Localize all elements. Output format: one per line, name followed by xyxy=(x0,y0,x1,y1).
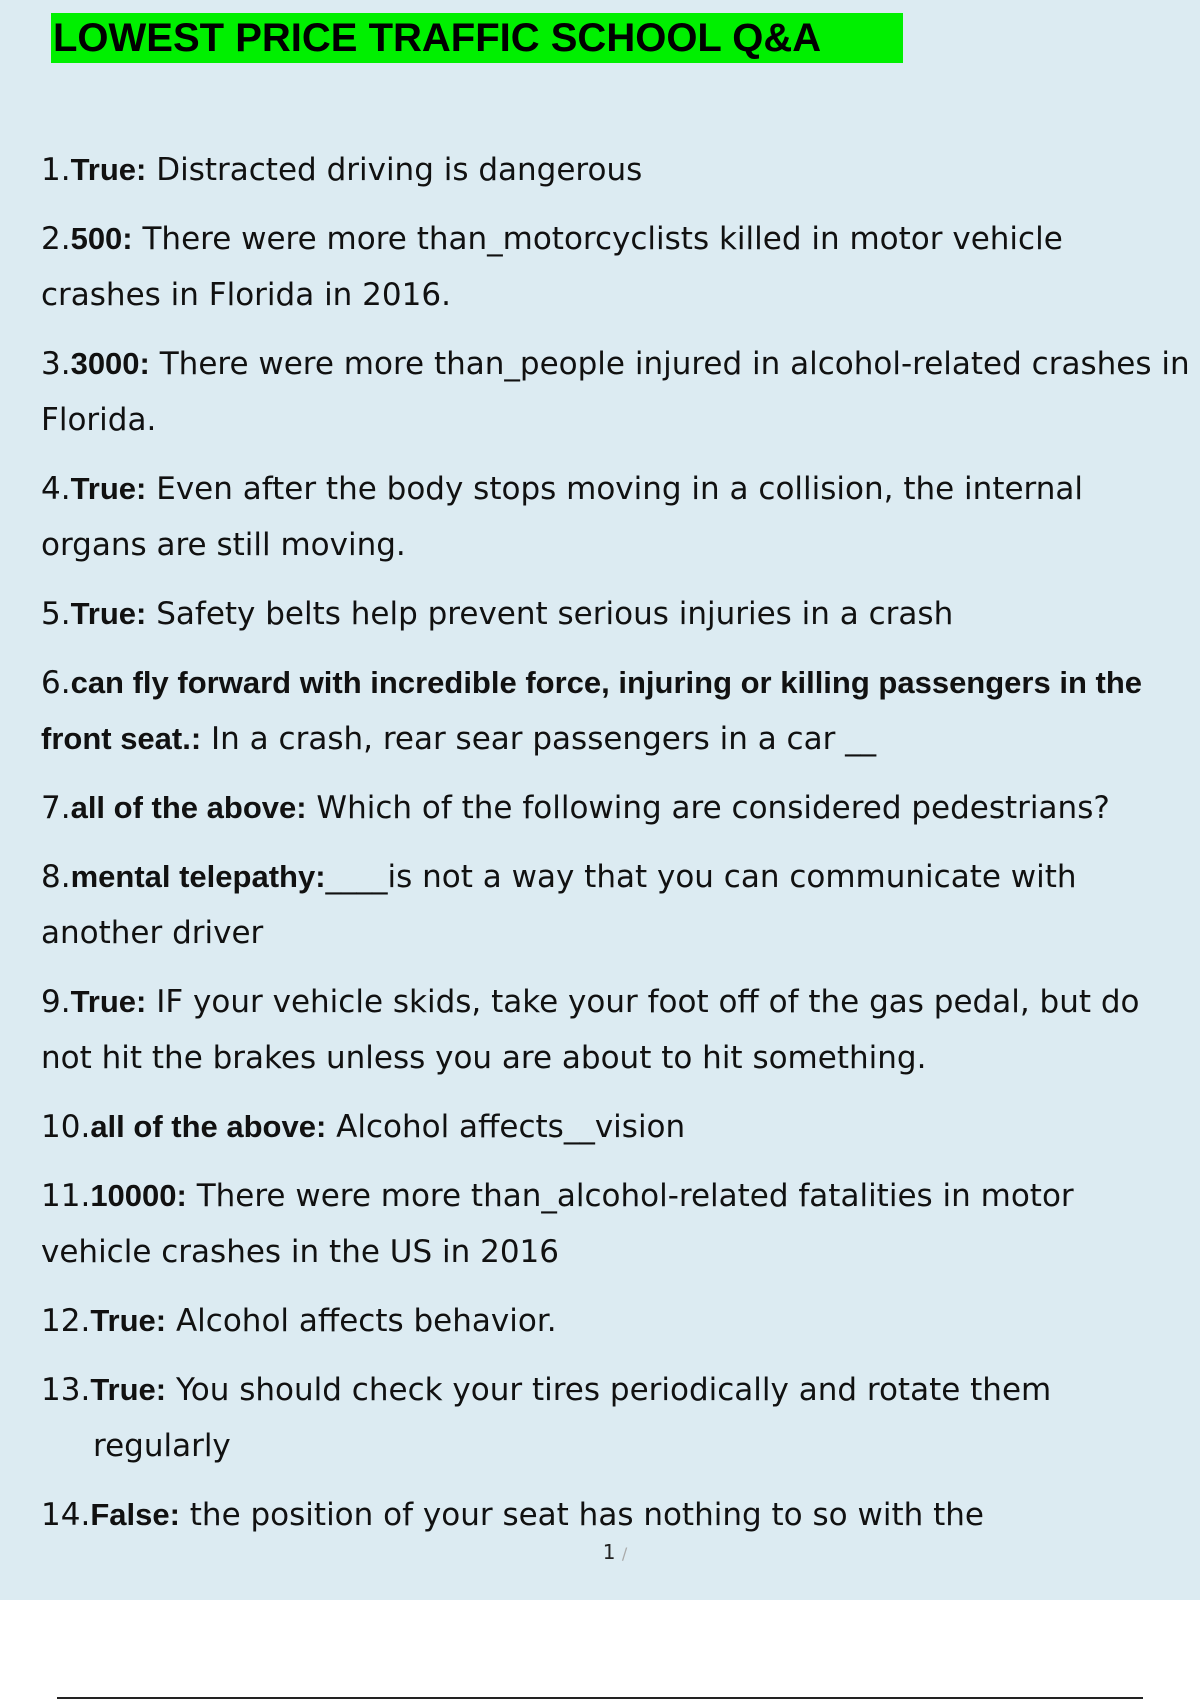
item-answer: can fly forward with incredible force, injuring or killing passengers in the front seat.: xyxy=(41,665,1143,756)
qa-item xyxy=(41,1487,1191,1543)
page-title: LOWEST PRICE TRAFFIC SCHOOL Q&A xyxy=(51,13,903,63)
qa-item xyxy=(41,1362,1191,1474)
item-question: Alcohol affects behavior. xyxy=(166,1303,557,1339)
item-question: Even after the body stops moving in a collision, the internal organs are still moving. xyxy=(41,471,1084,563)
item-question: the position of your seat has nothing to so with the xyxy=(179,1497,984,1533)
item-answer: True: xyxy=(70,152,147,187)
qa-item xyxy=(41,461,1191,573)
item-number: 7. xyxy=(41,790,71,826)
item-number: 9. xyxy=(41,984,71,1020)
item-answer: True: xyxy=(70,596,147,631)
item-question: There were more than_alcohol-related fatalities in motor vehicle crashes in the US in 2016 xyxy=(41,1178,1074,1270)
item-question: You should check your tires periodically and rotate them regularly xyxy=(93,1372,1052,1464)
item-question: Safety belts help prevent serious injuries in a crash xyxy=(146,596,954,632)
item-question: There were more than_people injured in alcohol-related crashes in Florida. xyxy=(41,346,1190,438)
qa-item xyxy=(41,1168,1191,1280)
item-question: Alcohol affects__vision xyxy=(326,1109,686,1145)
qa-item xyxy=(41,336,1191,448)
page-number-suffix: / xyxy=(621,1544,628,1563)
qa-item xyxy=(41,780,1191,836)
qa-item xyxy=(41,586,1191,642)
page-number xyxy=(0,1540,1200,1564)
qa-item xyxy=(41,142,1191,198)
item-question: Which of the following are considered pedestrians? xyxy=(306,790,1110,826)
item-answer: False: xyxy=(90,1497,180,1532)
page-number-value: 1 xyxy=(602,1540,616,1564)
item-number: 4. xyxy=(41,471,71,507)
item-number: 1. xyxy=(41,152,71,188)
item-number: 10. xyxy=(41,1109,91,1145)
item-answer: mental telepathy: xyxy=(70,859,326,894)
item-question: ____is not a way that you can communicate with another driver xyxy=(41,859,1077,951)
item-number: 3. xyxy=(41,346,71,382)
item-answer: True: xyxy=(70,984,147,1019)
item-number: 5. xyxy=(41,596,71,632)
bottom-divider xyxy=(57,1697,1143,1699)
qa-item xyxy=(41,849,1191,961)
item-question: Distracted driving is dangerous xyxy=(146,152,643,188)
item-question: In a crash, rear sear passengers in a car __ xyxy=(201,721,877,757)
item-answer: all of the above: xyxy=(70,790,307,825)
item-number: 6. xyxy=(41,665,71,701)
item-answer: 10000: xyxy=(90,1178,187,1213)
item-answer: 3000: xyxy=(70,346,150,381)
item-number: 2. xyxy=(41,221,71,257)
qa-item xyxy=(41,1293,1191,1349)
qa-list xyxy=(41,142,1191,1556)
item-number: 14. xyxy=(41,1497,91,1533)
item-question: IF your vehicle skids, take your foot off of the gas pedal, but do not hit the brakes unless you are about to hit something. xyxy=(41,984,1140,1076)
item-number: 11. xyxy=(41,1178,91,1214)
item-answer: True: xyxy=(70,471,147,506)
item-answer: all of the above: xyxy=(90,1109,327,1144)
item-number: 13. xyxy=(41,1372,91,1408)
item-question: There were more than_motorcyclists killed in motor vehicle crashes in Florida in 2016. xyxy=(41,221,1063,313)
item-number: 8. xyxy=(41,859,71,895)
qa-item xyxy=(41,211,1191,323)
qa-item xyxy=(41,655,1191,767)
qa-item xyxy=(41,1099,1191,1155)
item-answer: True: xyxy=(90,1372,167,1407)
item-answer: True: xyxy=(90,1303,167,1338)
qa-item xyxy=(41,974,1191,1086)
item-answer: 500: xyxy=(70,221,133,256)
item-number: 12. xyxy=(41,1303,91,1339)
